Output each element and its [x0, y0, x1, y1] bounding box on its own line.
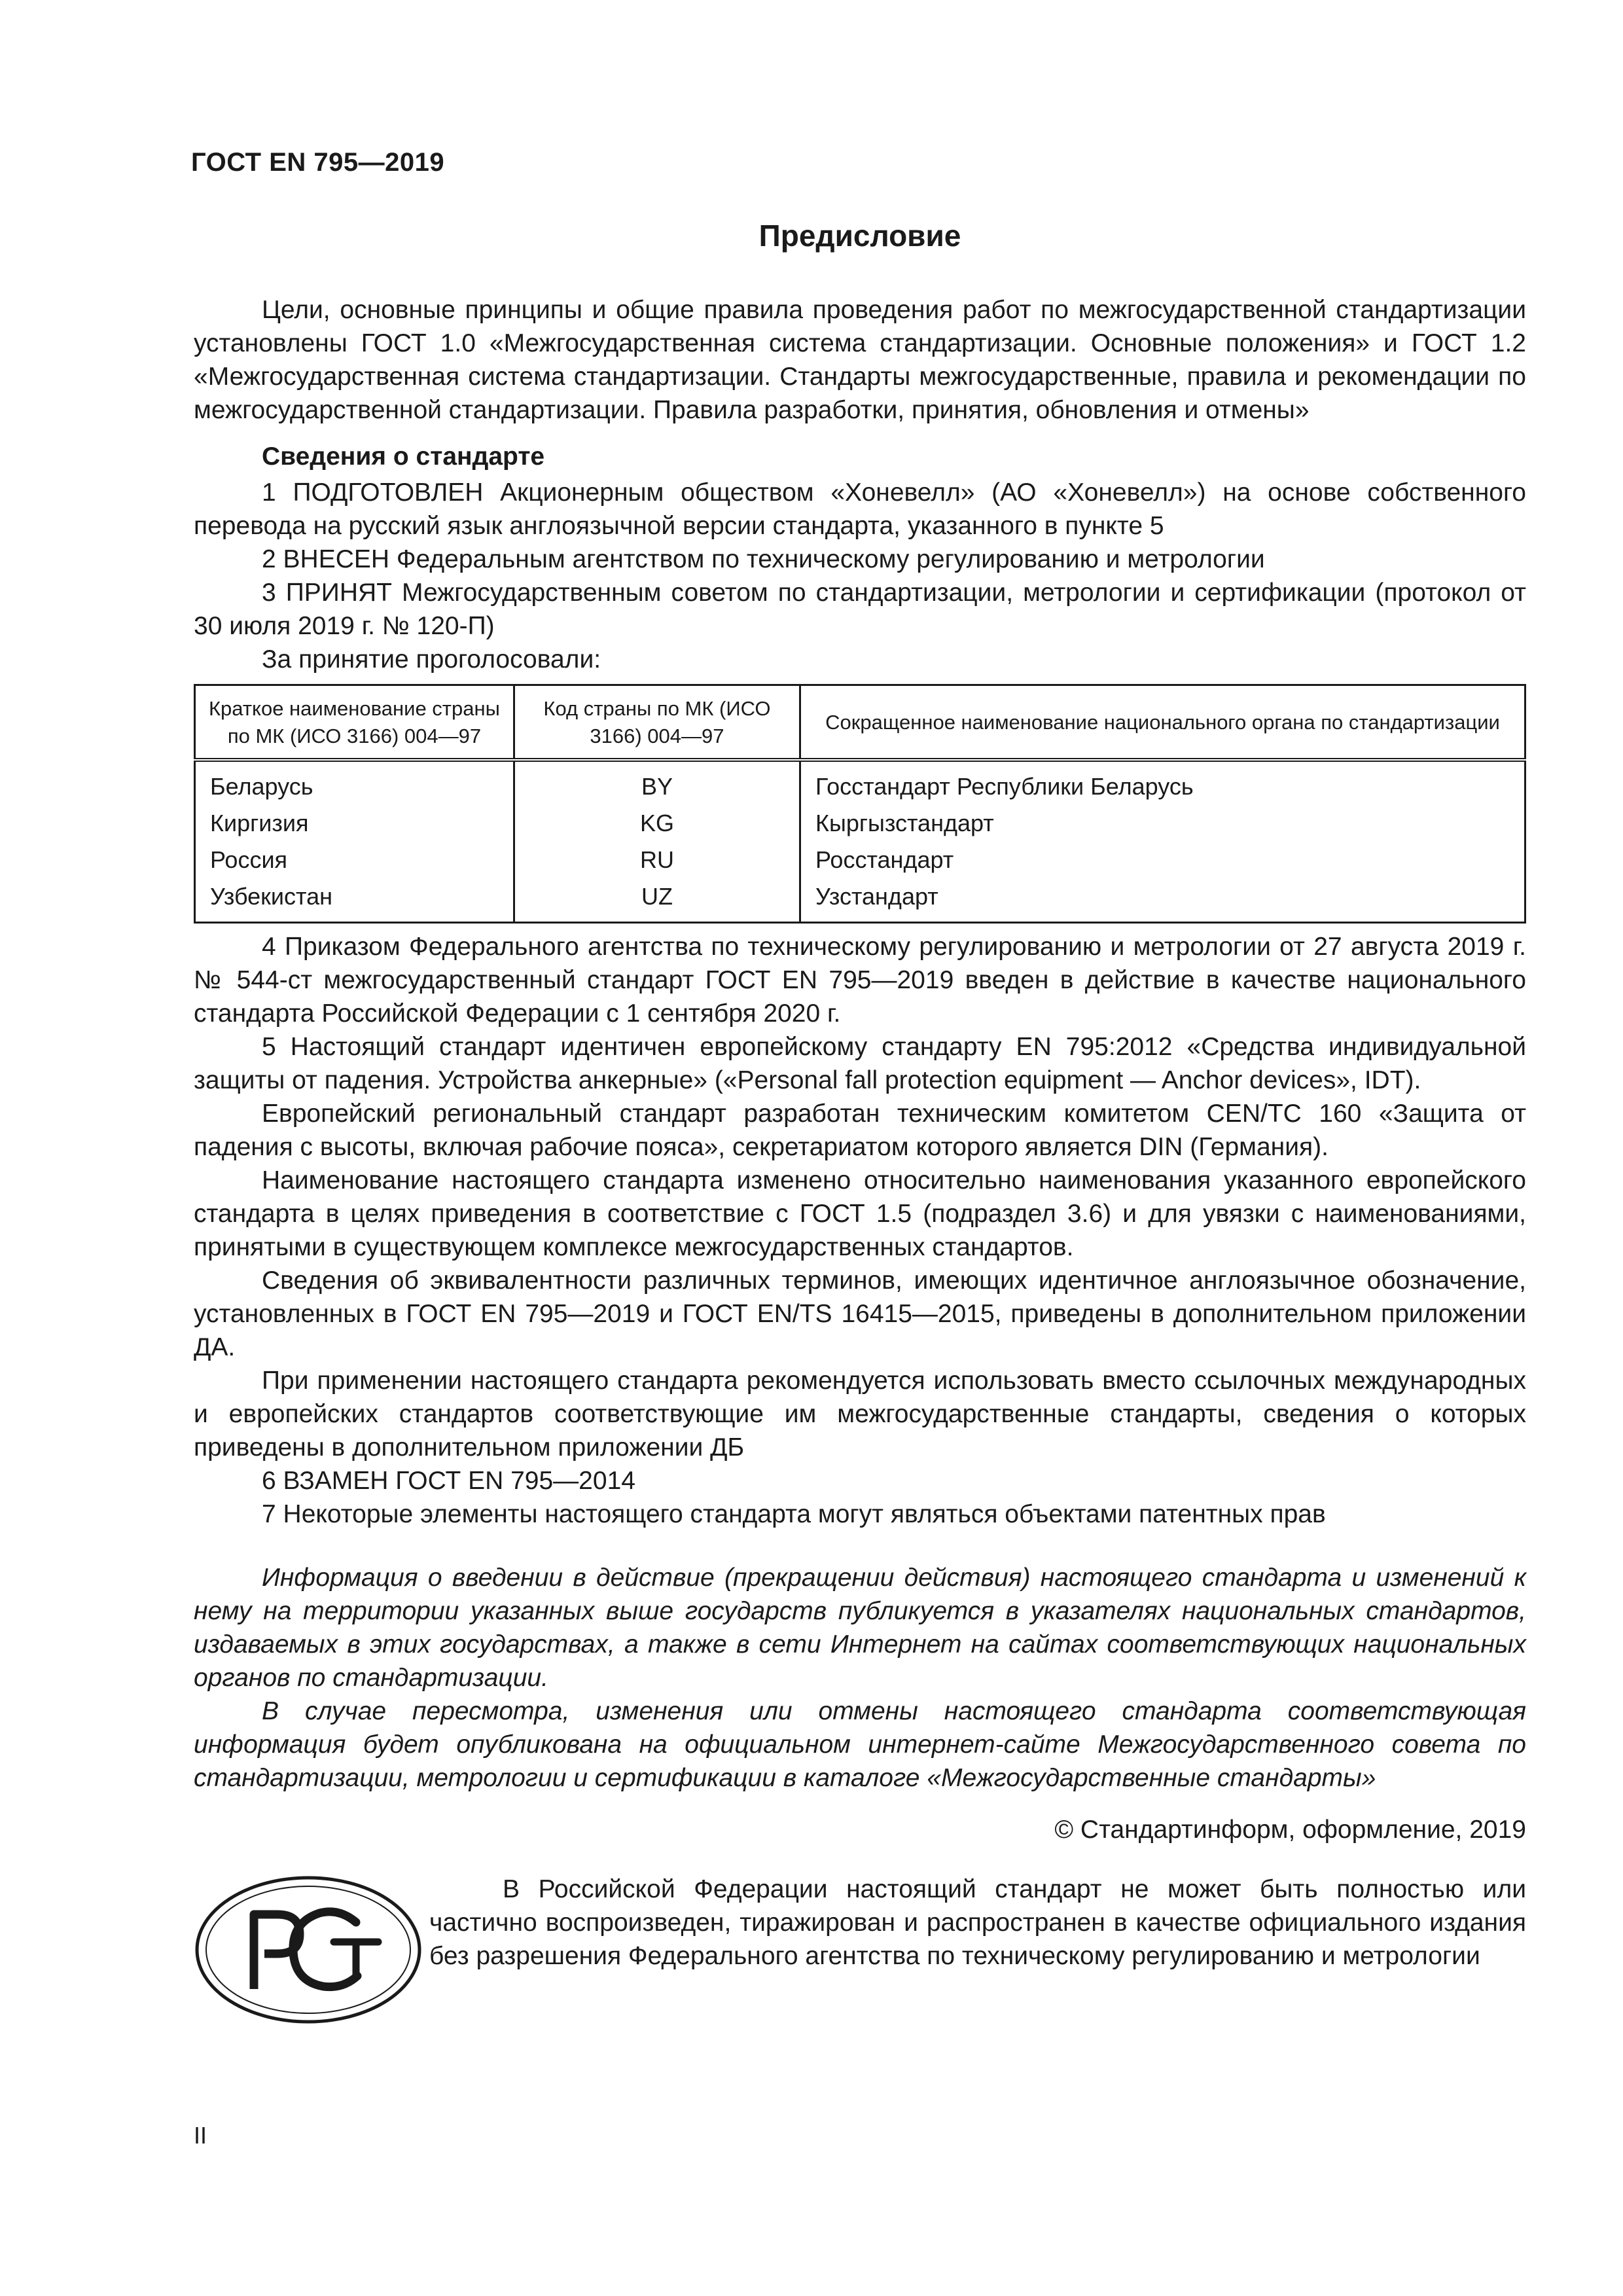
item-7-patents: 7 Некоторые элементы настоящего стандарта могут являться объектами патентных прав [262, 1500, 1326, 1528]
standard-info-heading: Сведения о стандарте [262, 442, 545, 471]
cell-country: Узбекистан [195, 878, 514, 923]
preface-content [194, 216, 1526, 2031]
item-6-replaces: 6 ВЗАМЕН ГОСТ EN 795—2014 [262, 1467, 635, 1495]
cell-code: KG [514, 805, 800, 842]
copyright-line: © Стандартинформ, оформление, 2019 [1054, 1816, 1526, 1844]
document-code-header: ГОСТ EN 795—2019 [191, 148, 445, 177]
item-3-adopted: 3 ПРИНЯТ Межгосударственным советом по стандартизации, метрологии и сертификации (протокол от 30 июля 2019 г. № 120-П) [194, 579, 1526, 640]
cell-country: Россия [195, 842, 514, 878]
header-standards-body: Сокращенное наименование национального органа по стандартизации [800, 685, 1525, 761]
header-country-name: Краткое наименование страны по МК (ИСО 3166) 004—97 [195, 685, 514, 761]
item-4-order: 4 Приказом Федерального агентства по техническому регулированию и метрологии от 27 августа 2019 г. № 544-ст межгосударственный стандарт ГОСТ EN 795—2019 введен в действие в качестве национального стандарта Российской Федерации с 1 сентября 2020 г. [194, 933, 1526, 1028]
page-number: II [194, 2122, 207, 2149]
item-1-prepared: 1 ПОДГОТОВЛЕН Акционерным обществом «Хоневелл» (АО «Хоневелл») на основе собственного перевода на русский язык англоязычной версии стандарта, указанного в пункте 5 [194, 478, 1526, 540]
intro-paragraph: Цели, основные принципы и общие правила проведения работ по межгосударственной стандартизации установлены ГОСТ 1.0 «Межгосударственная система стандартизации. Основные положения» и ГОСТ 1.2 «Межгосударственная система стандартизации. Стандарты межгосударственные, правила и рекомендации по межгосударственной стандартизации. Правила разработки, принятия, обновления и отмены» [194, 296, 1526, 424]
cell-code: UZ [514, 878, 800, 923]
item-5-regional-standard: Европейский региональный стандарт разработан техническим комитетом CEN/TC 160 «Защита от падения с высоты, включая рабочие пояса», секретариатом которого является DIN (Германия). [194, 1100, 1526, 1161]
logo-text: РСТ [308, 1955, 309, 1956]
item-2-submitted: 2 ВНЕСЕН Федеральным агентством по техническому регулированию и метрологии [262, 545, 1265, 573]
cell-code: RU [514, 842, 800, 878]
voted-for-label: За принятие проголосовали: [262, 645, 601, 673]
header-country-code: Код страны по МК (ИСО 3166) 004—97 [514, 685, 800, 761]
cell-body: Узстандарт [800, 878, 1525, 923]
table-row [195, 760, 1525, 805]
notice-revision-info: В случае пересмотра, изменения или отмены настоящего стандарта соответствующая информация будет опубликована на официальном интернет-сайте Межгосударственного совета по стандартизации, метрологии и сертификации в каталоге «Межгосударственные стандарты» [194, 1697, 1526, 1792]
table-row [195, 842, 1525, 878]
cell-body: Кыргызстандарт [800, 805, 1525, 842]
item-5-name-change: Наименование настоящего стандарта изменено относительно наименования указанного европейского стандарта в целях приведения в соответствие с ГОСТ 1.5 (подраздел 3.6) и для увязки с наименованиями, принятыми в существующем комплексе межгосударственных стандартов. [194, 1166, 1526, 1261]
cell-body: Росстандарт [800, 842, 1525, 878]
voting-countries-table [194, 684, 1526, 924]
table-header-row [195, 685, 1525, 761]
cell-body: Госстандарт Республики Беларусь [800, 760, 1525, 805]
item-5-term-equivalence: Сведения об эквивалентности различных терминов, имеющих идентичное англоязычное обозначение, установленных в ГОСТ EN 795—2019 и ГОСТ EN/TS 16415—2015, приведены в дополнительном приложении ДА. [194, 1266, 1526, 1361]
rst-logo-icon [194, 1874, 423, 2026]
cell-country: Беларусь [195, 760, 514, 805]
item-5-identical: 5 Настоящий стандарт идентичен европейскому стандарту EN 795:2012 «Средства индивидуальной защиты от падения. Устройства анкерные» («Personal fall protection equipment — Anchor devices», IDT). [194, 1033, 1526, 1094]
table-row [195, 878, 1525, 923]
preface-title: Предисловие [758, 219, 961, 253]
cell-country: Киргизия [195, 805, 514, 842]
item-5-references: При применении настоящего стандарта рекомендуется использовать вместо ссылочных международных и европейских стандартов соответствующие им межгосударственные стандарты, сведения о которых приведены в дополнительном приложении ДБ [194, 1367, 1526, 1462]
reproduction-notice-block [194, 1874, 1526, 2031]
reproduction-notice-paragraph: В Российской Федерации настоящий стандарт не может быть полностью или частично воспроизведен, тиражирован и распространен в качестве официального издания без разрешения Федерального агентства по техническому регулированию и метрологии [429, 1875, 1526, 1970]
cell-code: BY [514, 760, 800, 805]
notice-publication-info: Информация о введении в действие (прекращении действия) настоящего стандарта и изменений к нему на территории указанных выше государств публикуется в указателях национальных стандартов, издаваемых в этих государствах, а также в сети Интернет на сайтах соответствующих национальных органов по стандартизации. [194, 1564, 1526, 1692]
table-row [195, 805, 1525, 842]
reproduction-notice-text [429, 1873, 1526, 1973]
